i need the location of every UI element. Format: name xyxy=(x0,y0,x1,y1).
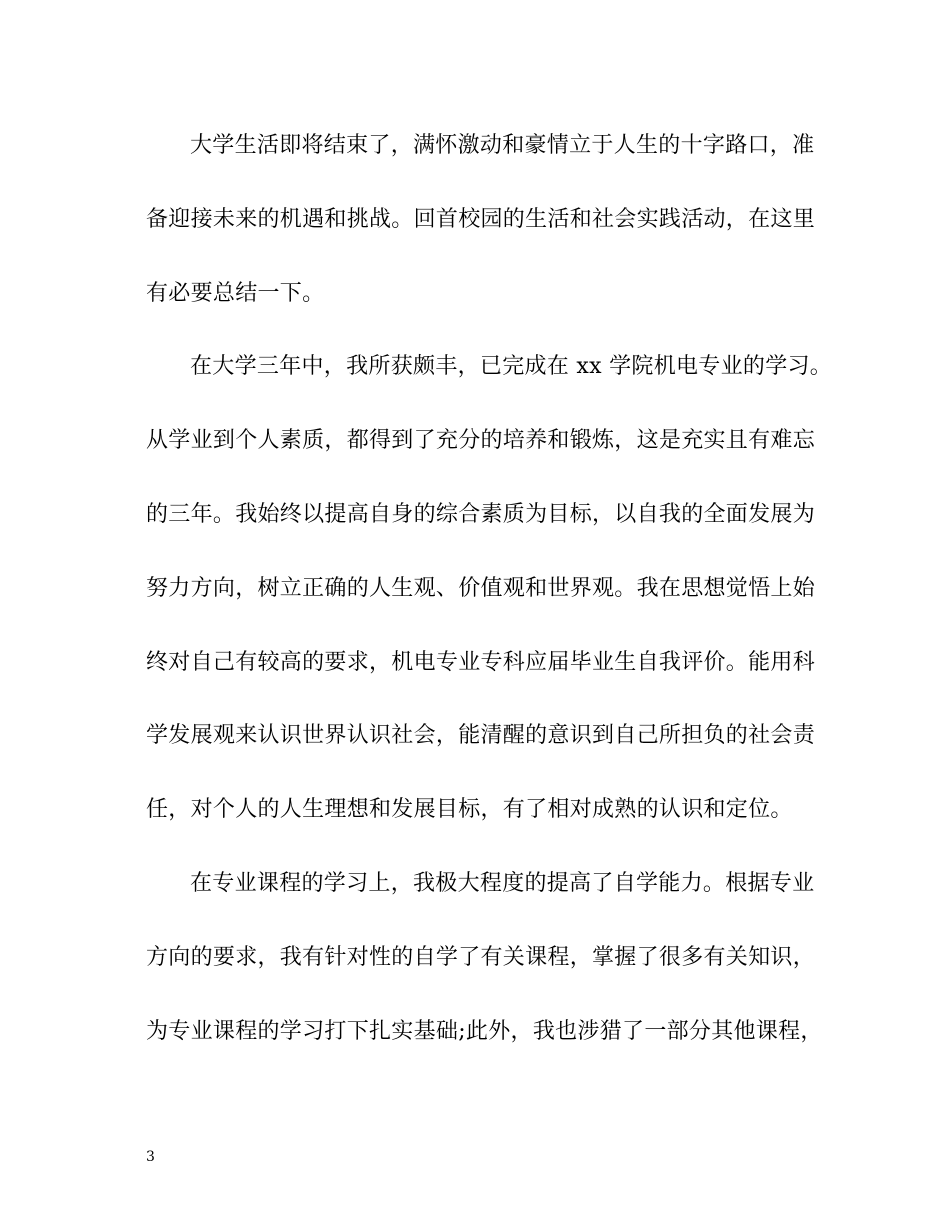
paragraph-1-line-2: 备迎接未来的机遇和挑战。回首校园的生活和社会实践活动，在这里 xyxy=(146,206,816,232)
page-number: 3 xyxy=(146,1149,155,1165)
paragraph-1-line-3: 有必要总结一下。 xyxy=(146,280,325,306)
paragraph-2-line-4: 努力方向，树立正确的人生观、价值观和世界观。我在思想觉悟上始 xyxy=(146,575,816,601)
paragraph-3-line-3: 为专业课程的学习打下扎实基础;此外，我也涉猎了一部分其他课程， xyxy=(146,1018,823,1044)
paragraph-2-line-2: 从学业到个人素质，都得到了充分的培养和锻炼，这是充实且有难忘 xyxy=(146,428,816,454)
paragraph-2-line-3: 的三年。我始终以提高自身的综合素质为目标，以自我的全面发展为 xyxy=(146,501,816,527)
paragraph-2-line-5: 终对自己有较高的要求，机电专业专科应届毕业生自我评价。能用科 xyxy=(146,649,816,675)
body-text xyxy=(146,120,833,1079)
paragraph-3-line-2: 方向的要求，我有针对性的自学了有关课程，掌握了很多有关知识， xyxy=(146,944,816,970)
paragraph-1-line-1: 大学生活即将结束了，满怀激动和豪情立于人生的十字路口，准 xyxy=(190,133,815,158)
paragraph-2-line-1: 在大学三年中，我所获颇丰，已完成在 xx 学院机电专业的学习。 xyxy=(190,354,833,380)
paragraph-2-line-6: 学发展观来认识世界认识社会，能清醒的意识到自己所担负的社会责 xyxy=(146,723,816,749)
paragraph-2-line-7: 任，对个人的人生理想和发展目标，有了相对成熟的认识和定位。 xyxy=(146,797,793,823)
paragraph-3-line-1: 在专业课程的学习上，我极大程度的提高了自学能力。根据专业 xyxy=(190,870,815,896)
